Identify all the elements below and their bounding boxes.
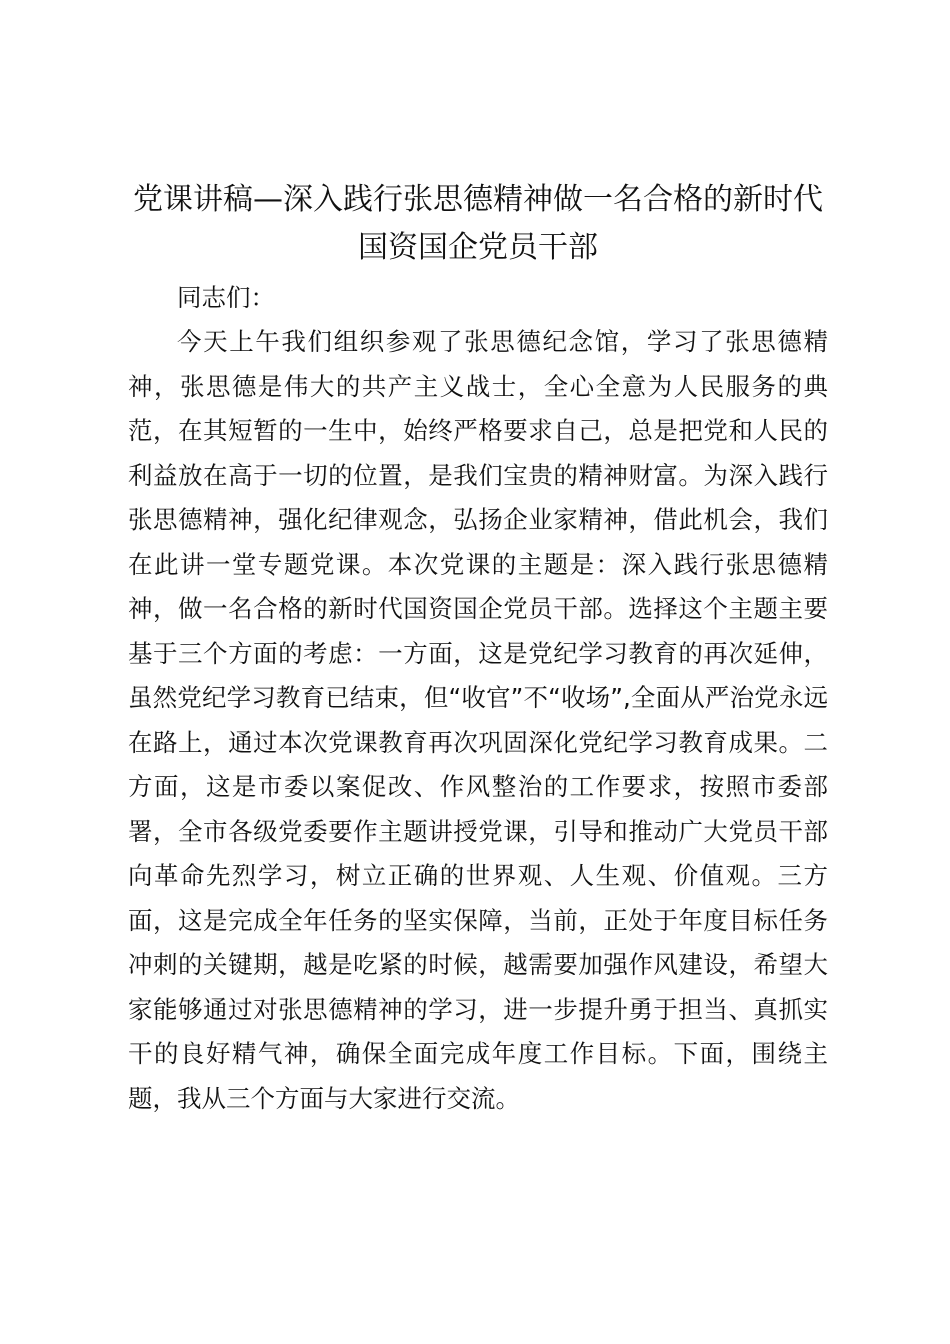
document-title: 党课讲稿—深入践行张思德精神做一名合格的新时代国资国企党员干部 — [133, 182, 823, 265]
salutation: 同志们： — [177, 283, 275, 312]
body-paragraph: 今天上午我们组织参观了张思德纪念馆，学习了张思德精神，张思德是伟大的共产主义战士，全心全意为人民服务的典范，在其短暂的一生中，始终严格要求自己，总是把党和人民的利益放在高于一切的位置，是我们宝贵的精神财富。为深入践行张思德精神，强化纪律观念，弘扬企业家精神，借此机会，我们在此讲一堂专题党课。本次党课的主题是：深入践行张思德精神，做一名合格的新时代国资国企党员干部。选择这个主题主要基于三个方面的考虑：一方面，这是党纪学习教育的再次延伸，虽然党纪学习教育已结束，但“收官”不“收场”,全面从严治党永远在路上，通过本次党课教育再次巩固深化党纪学习教育成果。二方面，这是市委以案促改、作风整治的工作要求，按照市委部署，全市各级党委要作主题讲授党课，引导和推动广大党员干部向革命先烈学习，树立正确的世界观、人生观、价值观。三方面，这是完成全年任务的坚实保障，当前，正处于年度目标任务冲刺的关键期，越是吃紧的时候，越需要加强作风建设，希望大家能够通过对张思德精神的学习，进一步提升勇于担当、真抓实干的良好精气神，确保全面完成年度工作目标。下面，围绕主题，我从三个方面与大家进行交流。 — [128, 327, 828, 1113]
